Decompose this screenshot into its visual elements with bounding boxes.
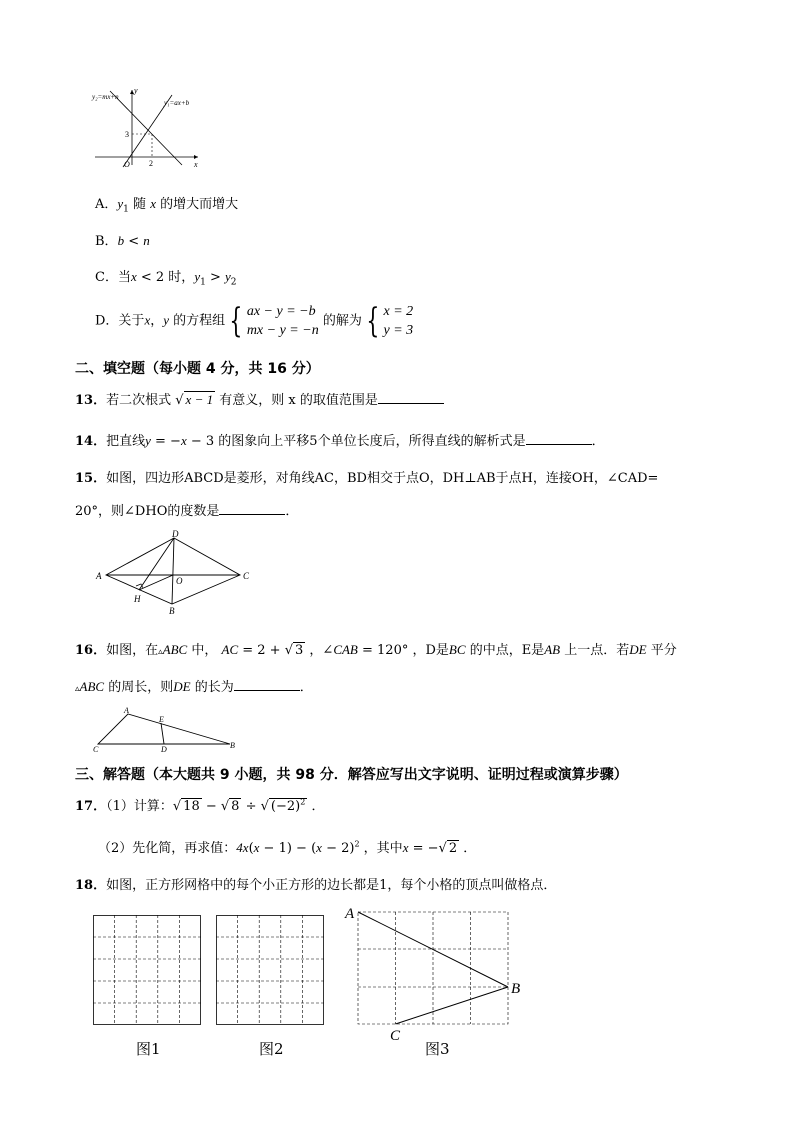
label-h: H xyxy=(134,594,141,604)
q16-line2: ▵ABC 的周长，则DE 的长为 ． xyxy=(75,679,313,695)
label-b: B xyxy=(230,741,235,750)
q17-part1: 17．（1）计算：√ 18 − √ 8 ÷ √ $(-2)^2$ ． xyxy=(75,797,325,814)
q18-grid-figure-1 xyxy=(93,915,202,1025)
q15-line1: 15．如图，四边形ABCD是菱形，对角线AC，BD相交于点O，DH⊥AB于点H，连接OH，∠CAD= xyxy=(75,471,659,486)
q12-option-a: A．$y_1$ 随 x 的增大而增大 xyxy=(95,196,239,215)
caption-fig3: 图3 xyxy=(425,1040,450,1058)
label-b: B xyxy=(511,981,521,997)
y2-label: y₂=mx+n xyxy=(92,93,119,101)
q17-part2: （2）先化简，再求值：$4x(x - 1) - (x - 2)^2$ ，其中x = −√ 2 ． xyxy=(98,839,477,856)
q12-option-d: D．关于x，y 的方程组 { ax − y = −b mx − y = −n 的解为 { x = 2 y = 3 xyxy=(95,301,414,341)
q12-option-c: C．当x < 2 时，$y_1 > y_2$ xyxy=(95,269,237,288)
caption-fig1: 图1 xyxy=(136,1040,161,1058)
section3-title: 三、解答题（本大题共 9 小题，共 98 分．解答应写出文字说明、证明过程或演算步骤） xyxy=(75,767,628,783)
label-c: C xyxy=(243,571,250,581)
q18-grid-figure-2 xyxy=(216,915,325,1025)
y1-label: y₁=ax+b xyxy=(164,99,190,107)
section2-title: 二、填空题（每小题 4 分，共 16 分） xyxy=(75,361,320,377)
q15-line2: 20°，则∠DHO的度数是 ． xyxy=(75,504,299,519)
q13: 13．若二次根式 √ x − 1 有意义，则 x 的取值范围是 xyxy=(75,389,444,408)
label-o: O xyxy=(176,576,183,586)
q18: 18．如图，正方形网格中的每个小正方形的边长都是1，每个小格的顶点叫做格点． xyxy=(75,878,557,893)
label-d: D xyxy=(161,745,167,754)
label-c: C xyxy=(93,745,99,754)
origin-label: O xyxy=(124,160,130,169)
q12-option-b: B．b < n xyxy=(95,233,150,249)
x-axis-label: x xyxy=(194,160,198,169)
label-c: C xyxy=(390,1028,401,1044)
q16-line1: 16．如图，在▵ABC 中， AC = 2 + √ 3 ，∠CAB = 120° ，D是BC 的中点，E是AB 上一点．若DE 平分 xyxy=(75,642,677,658)
q15-rhombus-figure xyxy=(92,528,262,616)
tick-x-label: 2 xyxy=(149,159,153,168)
q14: 14．把直线y = −x − 3 的图象向上平移5个单位长度后，所得直线的解析式是 ． xyxy=(75,433,605,449)
q12-graph xyxy=(90,85,205,170)
label-a: A xyxy=(96,571,102,581)
y-axis-label: y xyxy=(134,86,138,95)
label-a: A xyxy=(124,706,129,715)
caption-fig2: 图2 xyxy=(259,1040,284,1058)
label-b: B xyxy=(169,606,175,616)
label-e: E xyxy=(159,715,164,724)
label-a: A xyxy=(345,906,355,922)
tick-y-label: 3 xyxy=(125,130,129,139)
q16-triangle-figure xyxy=(88,706,248,754)
label-d: D xyxy=(172,529,179,539)
q18-grid-figure-3 xyxy=(345,900,530,1045)
